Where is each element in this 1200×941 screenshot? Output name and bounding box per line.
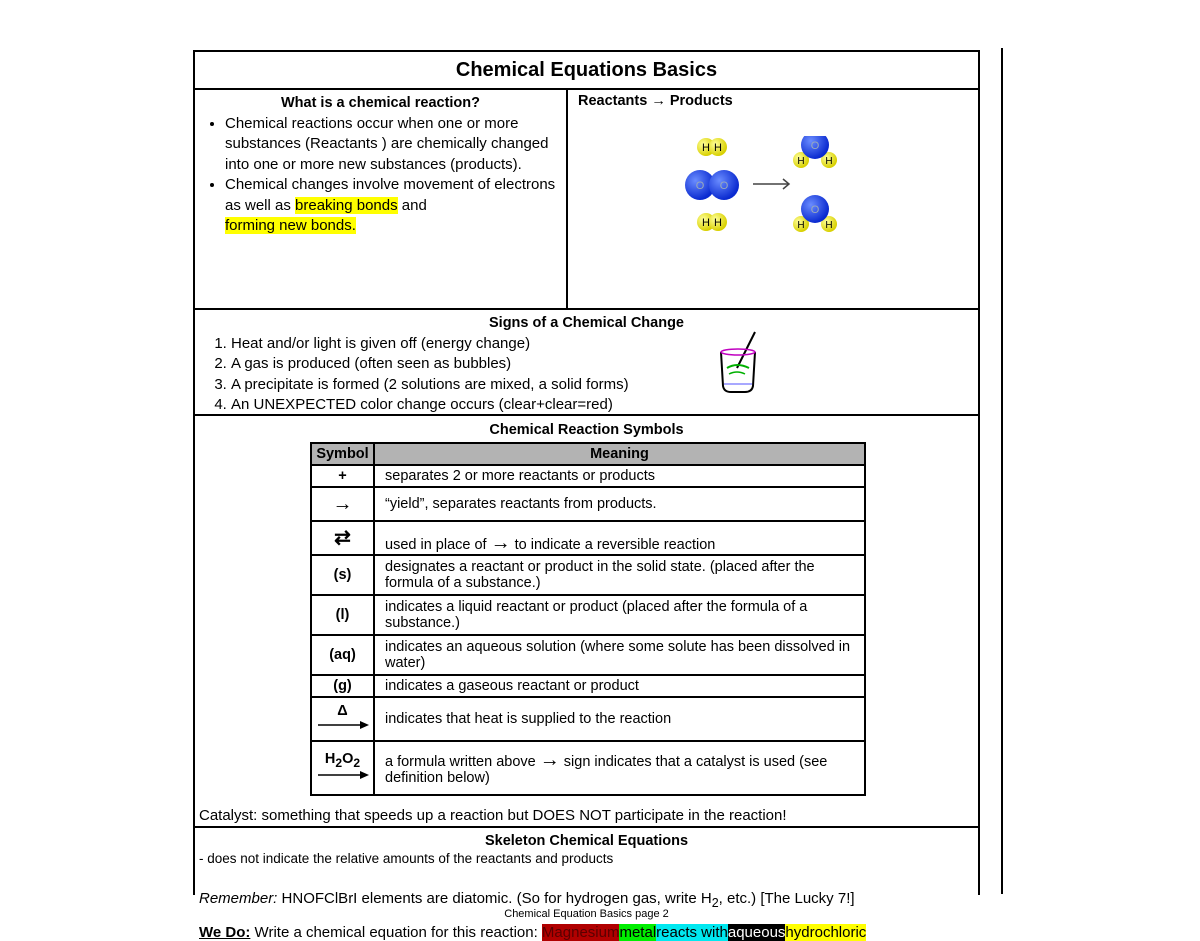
meaning-text: used in place of [385, 537, 491, 553]
catalyst-definition: Catalyst: something that speeds up a reaction but DOES NOT participate in the reaction! [199, 807, 787, 824]
formula-sub: 2 [353, 755, 361, 770]
symbols-section [195, 416, 978, 828]
table-row [311, 465, 865, 487]
highlight-forming-bonds: forming new bonds. [225, 217, 356, 234]
inline-arrow-icon: → [539, 748, 560, 771]
meaning-cell: “yield”, separates reactants from products. [374, 487, 865, 521]
formula-h: H [324, 750, 336, 767]
reaction-bullets [199, 114, 562, 237]
bullet-1: • Chemical reactions occur when one or more substances (Reactants ) are chemically changed into one or more new substances (products). [225, 114, 562, 176]
remember-text: HNOFClBrI elements are diatomic. (So for hydrogen gas, write H [277, 890, 712, 907]
atom-o-label: O [695, 180, 705, 192]
o2-molecule [685, 170, 739, 200]
atom-h-label: H [825, 156, 833, 167]
reaction-arrow [753, 179, 789, 189]
atom-h-label: H [714, 142, 722, 154]
symbol-reversible-arrow: ⇄ [311, 521, 374, 555]
reactants-heading: Reactants → Products [578, 93, 733, 109]
remember-label: Remember: [199, 890, 278, 907]
water-formation-diagram [683, 136, 883, 256]
symbols-heading: Chemical Reaction Symbols [489, 422, 684, 438]
col-meaning-header: Meaning [374, 443, 865, 465]
col-symbol-header: Symbol [311, 443, 374, 465]
highlight-word: aqueous [727, 924, 786, 941]
inline-arrow-icon: → [490, 532, 511, 554]
page-edge-rule [1001, 48, 1003, 894]
table-row [311, 595, 865, 635]
symbol-plus: + [311, 465, 374, 487]
atom-h-label: H [714, 217, 722, 229]
skeleton-heading: Skeleton Chemical Equations [484, 833, 689, 849]
atom-o-label: O [810, 204, 820, 216]
reactants-products-panel [568, 90, 978, 314]
reaction-intro-section [195, 90, 978, 310]
signs-section [195, 310, 978, 416]
symbol-heat [311, 697, 374, 741]
water-molecule-top [793, 136, 837, 168]
table-row [311, 697, 865, 741]
table-header-row [311, 443, 865, 465]
page-footer: Chemical Equation Basics page 2 [504, 908, 669, 920]
bullet-2 [225, 175, 562, 237]
highlight-word: metal [619, 924, 657, 941]
skeleton-note: - does not indicate the relative amounts of the reactants and products [199, 851, 614, 866]
meaning-cell: designates a reactant or product in the solid state. (placed after the formula of a substance.) [374, 555, 865, 595]
we-do-label: We Do: [199, 924, 251, 941]
symbol-liquid: (l) [311, 595, 374, 635]
meaning-cell: indicates an aqueous solution (where some solute has been dissolved in water) [374, 635, 865, 675]
atom-h-label: H [702, 142, 710, 154]
bullet-2-and: and [397, 196, 427, 214]
what-is-panel [195, 90, 568, 308]
signs-heading: Signs of a Chemical Change [489, 315, 684, 331]
atom-o-label: O [810, 140, 820, 152]
water-molecule-bottom [793, 195, 837, 232]
bullet-2-text: Chemical changes involve movement of electrons as well as [225, 176, 556, 214]
sign-item: 1. Heat and/or light is given off (energy change) [231, 334, 972, 355]
meaning-cell: separates 2 or more reactants or products [374, 465, 865, 487]
h2-molecule-top [697, 138, 727, 156]
atom-o-label: O [719, 180, 729, 192]
atom-h-label: H [825, 220, 833, 231]
symbol-solid: (s) [311, 555, 374, 595]
meaning-cell [374, 741, 865, 795]
page-title: Chemical Equations Basics [195, 52, 978, 90]
table-row [311, 521, 865, 555]
h2-molecule-bottom [697, 213, 727, 231]
symbol-yield-arrow: → [311, 487, 374, 521]
meaning-text: to indicate a reversible reaction [510, 537, 716, 553]
beaker-icon [715, 328, 759, 398]
remember-text-end: , etc.) [The Lucky 7!] [718, 890, 855, 907]
meaning-text: sign indicates that a catalyst is used (see definition below) [385, 753, 828, 786]
heat-arrow-icon [316, 719, 370, 731]
highlight-breaking-bonds: breaking bonds [295, 196, 398, 214]
meaning-cell: indicates a gaseous reactant or product [374, 675, 865, 697]
sign-item: 3. A precipitate is formed (2 solutions are mixed, a solid forms) [231, 375, 972, 396]
atom-h-label: H [702, 217, 710, 229]
sign-item: 2. A gas is produced (often seen as bubbles) [231, 354, 972, 375]
delta-symbol: Δ [337, 703, 348, 719]
highlight-word: Magnesium [541, 924, 620, 941]
symbol-gas: (g) [311, 675, 374, 697]
we-do-text: Write a chemical equation for this reaction: [250, 924, 542, 941]
highlight-word: hydrochloric [785, 924, 867, 941]
formula-sub: 2 [335, 755, 343, 770]
worksheet [193, 50, 980, 941]
table-row [311, 741, 865, 795]
what-is-heading: What is a chemical reaction? [280, 95, 481, 111]
table-row [311, 635, 865, 675]
symbol-catalyst [311, 741, 374, 795]
symbol-aqueous: (aq) [311, 635, 374, 675]
remember-line [199, 890, 855, 910]
catalyst-arrow-icon [316, 769, 370, 781]
signs-list [201, 334, 972, 416]
highlight-word: reacts with [656, 924, 728, 941]
remember-sub: 2 [711, 896, 719, 910]
atom-h-label: H [797, 220, 805, 231]
formula-o: O [342, 750, 354, 767]
table-row [311, 675, 865, 697]
table-row [311, 555, 865, 595]
meaning-text: a formula written above [385, 753, 540, 770]
meaning-cell: indicates a liquid reactant or product (placed after the formula of a substance.) [374, 595, 865, 635]
meaning-cell [374, 521, 865, 555]
meaning-cell: indicates that heat is supplied to the reaction [374, 697, 865, 741]
atom-h-label: H [797, 156, 805, 167]
catalyst-formula [312, 751, 373, 770]
table-row [311, 487, 865, 521]
symbols-table [310, 442, 866, 796]
skeleton-section [195, 828, 978, 941]
sign-item: 4. An UNEXPECTED color change occurs (clear+clear=red) [231, 395, 972, 416]
